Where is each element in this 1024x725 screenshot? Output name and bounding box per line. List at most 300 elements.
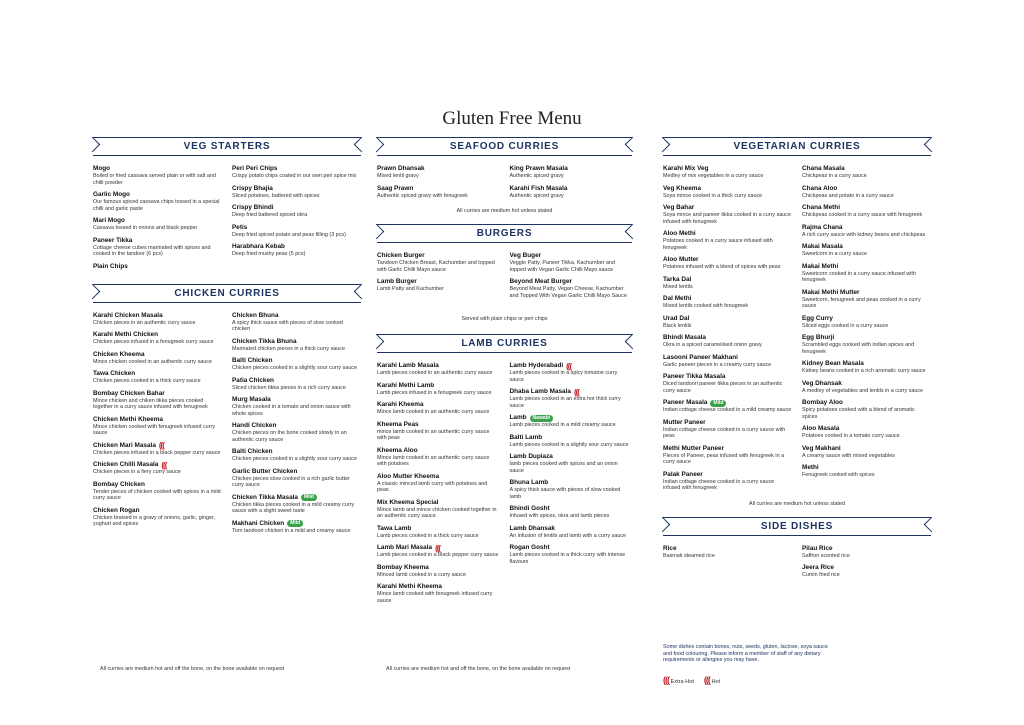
menu-item-title: Chicken Chilli Masala	[93, 461, 159, 468]
menu-item	[377, 421, 500, 442]
veg-starters-banner	[93, 137, 361, 156]
mild-badge: Mild	[710, 400, 726, 407]
menu-item-title: Lamb Hyderabadi	[509, 362, 564, 369]
menu-item	[93, 442, 222, 457]
menu-item-name	[232, 422, 361, 430]
menu-item-description: Black lentils	[663, 322, 692, 329]
chicken-footnote: All curries are medium hot and off the bone, on the bone available on request	[100, 666, 285, 672]
menu-item-description: Cassava tossed in onions and black pepper	[93, 225, 198, 231]
menu-item-name	[232, 165, 361, 173]
menu-item-name	[232, 204, 361, 212]
section-heading: LAMB CURRIES	[461, 338, 548, 349]
menu-item-title: Chicken Bhuna	[232, 311, 279, 319]
menu-item-title: Karahi Chicken Masala	[93, 311, 163, 319]
menu-item-name	[232, 494, 361, 502]
menu-item-description: A classic minced lamb curry with potatoes and peas	[377, 480, 488, 493]
menu-item-title: Mutter Paneer	[663, 418, 706, 426]
menu-item-name	[93, 351, 222, 359]
menu-item-name	[377, 499, 500, 507]
menu-item-name	[663, 256, 792, 264]
menu-item	[377, 382, 500, 397]
section-heading: VEG STARTERS	[183, 141, 271, 152]
menu-item-name	[93, 237, 222, 245]
menu-item	[802, 564, 931, 579]
column-left	[93, 137, 361, 539]
menu-item-title: Tarka Dal	[663, 275, 692, 283]
menu-item-description: Scrambled eggs cooked with indian spices and fenugreek	[802, 342, 915, 355]
menu-item-name	[377, 473, 500, 481]
chili-icon: (((	[573, 387, 579, 397]
menu-item-name	[663, 445, 792, 453]
heat-legend	[663, 677, 720, 685]
menu-list	[377, 362, 500, 609]
menu-item	[663, 256, 792, 271]
menu-item-name	[232, 312, 361, 320]
menu-item-title: Balti Lamb	[509, 433, 543, 441]
menu-list	[93, 312, 222, 540]
menu-item-title: Chana Aloo	[802, 184, 838, 192]
menu-item-title: Lamb	[509, 414, 527, 421]
menu-item-description: Chicken pieces cooked in a slightly sour curry sauce	[232, 365, 357, 371]
menu-item	[93, 191, 222, 212]
menu-item-name	[93, 416, 222, 424]
menu-item-title: Mix Kheema Special	[377, 498, 439, 506]
menu-item-name	[93, 390, 222, 398]
menu-item-title: Methi	[802, 464, 819, 471]
menu-item	[232, 422, 361, 443]
menu-item-description: An infusion of lentils and lamb with a curry sauce	[509, 532, 627, 539]
menu-item-description: Mince lamb and mince chicken cooked together in an authentic curry sauce	[377, 506, 497, 519]
menu-item-title: King Prawn Masala	[509, 165, 568, 172]
menu-item-name	[93, 191, 222, 199]
menu-item	[93, 237, 222, 258]
menu-item-name	[510, 525, 633, 533]
side-dishes-grid	[663, 545, 931, 584]
menu-item-description: Crispy potato chips coated in our own peri spice mix	[232, 173, 357, 179]
menu-item	[93, 217, 222, 232]
menu-item-title: Garlic Butter Chicken	[232, 467, 298, 475]
menu-item-description: Mince chicken cooked in an authentic curry sauce	[93, 358, 212, 365]
menu-item	[232, 396, 361, 417]
menu-item-description: A spicy thick sauce with pieces of slow cooked chicken	[232, 319, 343, 332]
menu-item-title: Chana Methi	[802, 204, 840, 211]
menu-item	[802, 204, 931, 219]
menu-list	[663, 165, 792, 497]
menu-item-description: Chicken pieces cooked in a slightly sour curry sauce	[232, 456, 357, 462]
seafood-grid	[377, 165, 632, 204]
menu-item-description: Lamb pieces cooked in an authentic curry sauce	[377, 370, 493, 376]
menu-item-title: Rajma Chana	[802, 223, 843, 231]
menu-item-name	[510, 479, 633, 487]
menu-item-title: Dhaba Lamb Masala	[509, 388, 571, 395]
menu-item-name	[663, 295, 792, 303]
menu-item	[377, 447, 500, 468]
section-heading: SEAFOOD CURRIES	[449, 141, 560, 152]
menu-item-title: Chicken Rogan	[93, 506, 140, 514]
menu-list	[232, 312, 361, 540]
menu-item-description: Lamb pieces cooked in a slightly sour curry sauce	[509, 441, 629, 448]
menu-item-description: mince lamb cooked in an authentic curry sauce with peas	[377, 428, 490, 441]
menu-item-title: Chicken Tikka Bhuna	[232, 337, 297, 345]
menu-item-description: Indian cottage cheese cooked in a curry sauce with peas	[663, 426, 786, 439]
legend-hot	[704, 677, 720, 685]
menu-item	[377, 525, 500, 540]
section-heading: CHICKEN CURRIES	[174, 287, 280, 299]
menu-item-title: Bombay Chicken	[93, 480, 145, 488]
menu-item-description: Deep fried spiced potato and peas filling (3 pcs)	[232, 231, 346, 238]
menu-item-description: Lamb pieces infused in a fenugreek curry sauce	[377, 389, 492, 396]
menu-item-name	[802, 464, 931, 472]
menu-item-title: Chana Masala	[802, 165, 845, 172]
menu-list	[93, 165, 222, 276]
menu-item-description: Infused with spices, okra and lamb pieces	[509, 513, 610, 519]
menu-item-description: Chicken pieces infused in a fenugreek curry sauce	[93, 339, 214, 345]
menu-item-name	[510, 278, 633, 286]
menu-item-title: Karahi Kheema	[377, 401, 424, 408]
menu-list	[377, 252, 500, 304]
menu-item-title: Veg Dhansak	[802, 379, 842, 387]
menu-item	[802, 243, 931, 258]
menu-item-title: Palak Paneer	[663, 470, 703, 478]
menu-item	[377, 185, 500, 200]
menu-item-description: Lamb Patty and Kachumber	[377, 286, 444, 292]
menu-item-description: Indian cottage cheese cooked in a curry sauce infused with fenugreek	[663, 478, 775, 491]
menu-item-title: Makai Masala	[802, 243, 843, 250]
menu-item-description: Mince lamb cooked in an authentic curry sauce with potatoes	[377, 454, 490, 467]
menu-item-description: Sliced potatoes, battered with spices	[232, 192, 320, 199]
chili-icon: (((	[158, 441, 164, 450]
menu-item	[232, 338, 361, 353]
lamb-grid	[377, 362, 632, 609]
menu-item-name	[232, 396, 361, 404]
menu-item-title: Beyond Meat Burger	[509, 278, 572, 285]
menu-item-title: Peri Peri Chips	[232, 165, 278, 172]
menu-item	[663, 295, 792, 310]
menu-item	[93, 370, 222, 385]
menu-item-description: Chickpeas and potato in a curry sauce	[802, 192, 894, 199]
menu-item-name	[232, 224, 361, 232]
menu-item-name	[377, 564, 500, 572]
menu-item-name	[802, 334, 931, 342]
section-heading: BURGERS	[476, 228, 533, 239]
chili-icon: (((	[703, 675, 710, 685]
menu-item	[232, 377, 361, 392]
menu-item-description: Chicken cooked in a tomato and onion sauce with whole spices	[232, 404, 351, 417]
menu-item-description: Potatoes infused with a blend of spices with peas	[663, 264, 781, 270]
menu-item-description: Lamb pieces cooked in a black pepper curry sauce	[377, 552, 499, 558]
menu-item-description: Chicken pieces infused in a black pepper curry sauce	[93, 449, 221, 456]
menu-item-name	[232, 468, 361, 476]
menu-item	[377, 544, 500, 559]
menu-item-title: Lamb Mari Masala	[377, 544, 433, 551]
menu-item	[802, 380, 931, 395]
menu-item-description: Cumin fried rice	[802, 572, 840, 578]
menu-item-description: Torn tandoori chicken in a mild and creamy sauce	[232, 527, 351, 534]
side-dishes-banner	[663, 517, 931, 536]
menu-item	[802, 399, 931, 420]
menu-item-title: Handi Chicken	[232, 422, 277, 429]
menu-item-name	[663, 204, 792, 212]
menu-item	[663, 230, 792, 251]
menu-item-name	[510, 453, 633, 461]
column-right	[663, 137, 931, 584]
menu-item-title: Aloo Methi	[663, 230, 696, 237]
menu-item	[232, 185, 361, 200]
menu-item-description: Saffron scented rice	[802, 552, 850, 559]
menu-item	[377, 564, 500, 579]
menu-item-description: Sliced chicken tikka pieces in a rich curry sauce	[232, 384, 346, 391]
menu-item-title: Aloo Masala	[802, 425, 840, 432]
menu-item-title: Karahi Methi Kheema	[377, 583, 442, 590]
menu-item-title: Makai Methi	[802, 262, 839, 270]
menu-item-title: Bhuna Lamb	[509, 479, 549, 486]
menu-item-title: Chicken Tikka Masala	[232, 493, 298, 501]
menu-item-name	[93, 263, 222, 271]
menu-item	[377, 165, 500, 180]
menu-item-description: Sweetcorn in a curry sauce	[802, 251, 868, 257]
menu-item-title: Harabhara Kebab	[232, 243, 285, 250]
menu-item-title: Mari Mogo	[93, 217, 125, 224]
menu-item-description: Lamb pieces cooked in a mild creamy sauce	[509, 422, 616, 428]
seafood-curries-banner	[377, 137, 632, 156]
menu-item-name	[663, 399, 792, 407]
menu-item-description: Mince chicken cooked with fenugreek infused curry sauce	[93, 423, 215, 436]
menu-item-name	[232, 338, 361, 346]
menu-item-name	[802, 315, 931, 323]
chili-icon: (((	[566, 361, 572, 371]
seafood-note: All curries are medium hot unless stated	[456, 208, 553, 214]
menu-list	[510, 165, 633, 204]
menu-item	[232, 494, 361, 515]
menu-item	[663, 315, 792, 330]
menu-item-title: Makhani Chicken	[232, 519, 285, 527]
vegetarian-note: All curries are medium hot unless stated	[749, 500, 845, 507]
chili-icon: (((	[435, 543, 441, 553]
menu-item	[510, 453, 633, 474]
menu-item	[510, 414, 633, 429]
menu-item-name	[377, 544, 500, 552]
menu-item-name	[802, 224, 931, 232]
chicken-curries-grid	[93, 312, 361, 540]
menu-item-description: Basmati steamed rice	[663, 552, 715, 559]
menu-item	[93, 165, 222, 186]
menu-item-description: Chicken pieces slow cooked in a rich garlic butter curry sauce	[232, 475, 350, 488]
menu-item	[510, 388, 633, 409]
menu-item-title: Crispy Bhindi	[232, 204, 274, 211]
menu-item-name	[802, 545, 931, 553]
menu-item	[510, 362, 633, 383]
menu-item-description: A creamy sauce with mixed vegetables	[802, 452, 895, 459]
menu-item-description: Authentic spiced gravy with fenugreek	[377, 192, 468, 199]
menu-item-description: Chicken pieces in a fiery curry sauce	[93, 469, 181, 475]
menu-item	[663, 445, 792, 466]
menu-item-name	[510, 434, 633, 442]
menu-item-name	[232, 377, 361, 385]
vegetarian-grid	[663, 165, 931, 497]
menu-item-name	[802, 380, 931, 388]
menu-item-name	[232, 357, 361, 365]
menu-item-description: Potatoes cooked in a tomato curry sauce	[802, 433, 900, 439]
menu-item-title: Lasooni Paneer Makhani	[663, 353, 738, 361]
menu-item-description: Chicken tikka pieces cooked in a mild creamy curry sauce with a slight sweet taste	[232, 501, 355, 514]
menu-item-name	[802, 425, 931, 433]
menu-item-name	[802, 165, 931, 173]
menu-item-title: Dal Methi	[663, 295, 692, 302]
menu-item	[802, 315, 931, 330]
menu-item-description: Fenugreek cooked with spices	[802, 472, 875, 478]
menu-item	[377, 499, 500, 520]
menu-item-title: Veg Makhani	[802, 444, 841, 452]
menu-item-name	[663, 230, 792, 238]
menu-item-name	[663, 354, 792, 362]
menu-item-description: Marinated chicken pieces in a thick curry sauce	[232, 345, 345, 352]
menu-item	[232, 165, 361, 180]
menu-list	[802, 165, 931, 497]
menu-item	[510, 434, 633, 449]
menu-item-name	[93, 217, 222, 225]
burgers-grid	[377, 252, 632, 304]
menu-item-name	[510, 252, 633, 260]
menu-item-name	[802, 399, 931, 407]
menu-item-name	[510, 362, 633, 370]
menu-item	[232, 224, 361, 239]
nawabi-badge: Nawabi	[530, 415, 554, 422]
menu-item-title: Bhindi Masala	[663, 334, 706, 341]
menu-item	[93, 263, 222, 271]
menu-item-title: Chicken Methi Kheema	[93, 415, 163, 423]
menu-item	[510, 505, 633, 520]
menu-item-title: Jeera Rice	[802, 564, 834, 571]
menu-item	[663, 354, 792, 369]
menu-item-title: Tawa Lamb	[377, 524, 412, 532]
menu-item-name	[510, 165, 633, 173]
menu-item-name	[510, 544, 633, 552]
legend-label: Hot	[711, 679, 721, 685]
menu-item-title: Aloo Mutter	[663, 256, 699, 263]
menu-item	[377, 473, 500, 494]
menu-item-name	[377, 447, 500, 455]
menu-item	[802, 360, 931, 375]
menu-item-title: Veg Bahar	[663, 204, 695, 211]
menu-item-description: Chicken pieces on the bone cooked slowly in an authentic curry sauce	[232, 430, 347, 443]
menu-item-description: Tender pieces of chicken cooked with spices in a mild curry sauce	[93, 488, 221, 501]
menu-item	[802, 445, 931, 460]
menu-item-description: Authentic spiced gravy	[509, 173, 564, 179]
menu-item-title: Tawa Chicken	[93, 370, 136, 377]
menu-item-title: Kidney Bean Masala	[802, 360, 864, 367]
menu-item-description: Chicken braised in a gravy of onions, garlic, ginger, yoghurt and spices	[93, 514, 215, 527]
menu-item-description: A medley of vegetables and lentils in a curry sauce	[802, 387, 924, 394]
menu-item	[802, 263, 931, 284]
menu-list	[232, 165, 361, 276]
menu-item-name	[510, 388, 633, 396]
menu-item-description: Lamb pieces cooked in an extra hot thick curry sauce	[509, 396, 621, 409]
menu-item-title: Methi Mutter Paneer	[663, 444, 725, 452]
menu-item-description: Deep fried battered spiced okra	[232, 212, 308, 218]
menu-item	[93, 416, 222, 437]
menu-item-name	[93, 165, 222, 173]
menu-item-description: A spicy thick sauce with pieces of slow cooked lamb	[509, 487, 621, 500]
menu-item-name	[663, 315, 792, 323]
menu-item	[663, 334, 792, 349]
menu-item-name	[802, 185, 931, 193]
menu-item-title: Lamb Dupiaza	[509, 453, 553, 460]
menu-item-description: Soya mince cooked in a thick curry sauce	[663, 192, 763, 199]
menu-item	[232, 520, 361, 535]
menu-item-name	[93, 507, 222, 515]
menu-item-description: Mince lamb cooked in an authentic curry sauce	[377, 409, 490, 415]
menu-item	[663, 204, 792, 225]
mild-badge: Mild	[301, 494, 317, 501]
menu-item-title: Chicken Mari Masala	[93, 441, 156, 449]
menu-list	[510, 362, 633, 609]
menu-item-name	[663, 419, 792, 427]
menu-item-description: Lamb pieces cooked in a thick curry sauce	[377, 532, 479, 539]
menu-item	[510, 479, 633, 500]
menu-item-description: Mince lamb cooked with fenugreek infused curry sauce	[377, 591, 493, 604]
menu-item-name	[232, 448, 361, 456]
menu-item	[802, 545, 931, 560]
menu-item-name	[232, 520, 361, 528]
menu-item	[510, 278, 633, 299]
menu-list	[802, 545, 931, 584]
chili-icon: (((	[161, 460, 167, 470]
menu-item-name	[802, 289, 931, 297]
menu-item-name	[232, 185, 361, 193]
menu-item-title: Kheema Aloo	[377, 446, 418, 454]
chicken-curries-banner	[93, 284, 361, 303]
menu-item-name	[377, 583, 500, 591]
menu-item-description: A rich curry sauce with kidney beans and chickpeas	[802, 231, 926, 238]
menu-item	[93, 331, 222, 346]
menu-item-description: Tandoori Chicken Breast, Kachumber and topped with Garlic Chilli Mayo sauce	[377, 260, 495, 273]
menu-item-name	[802, 564, 931, 572]
menu-item-description: Mixed lentil gravy	[377, 173, 419, 179]
menu-item-description: Sliced eggs cooked in a curry sauce	[802, 322, 889, 329]
menu-item-title: Veg Kheema	[663, 184, 702, 192]
menu-item-title: Chicken Burger	[377, 252, 425, 259]
menu-list	[377, 165, 500, 204]
menu-item	[232, 312, 361, 333]
menu-item-name	[93, 312, 222, 320]
menu-item-description: Kidney beans cooked in a rich aromatic curry sauce	[802, 368, 926, 374]
menu-item	[232, 357, 361, 372]
menu-item-title: Chicken Kheema	[93, 350, 145, 358]
menu-item-name	[663, 165, 792, 173]
menu-item-description: Indian cottage cheese cooked in a mild creamy sauce	[663, 407, 792, 413]
menu-item-title: Bombay Kheema	[377, 563, 429, 571]
menu-item	[802, 165, 931, 180]
burgers-note: Served with plain chips or peri chips	[461, 316, 548, 322]
menu-item-title: Karahi Lamb Masala	[377, 362, 439, 369]
menu-item-title: Mogo	[93, 165, 111, 172]
menu-item-description: Potatoes cooked in a curry sauce infused with fenugreek	[663, 238, 773, 251]
menu-item-name	[663, 373, 792, 381]
menu-item-name	[663, 276, 792, 284]
menu-item	[802, 334, 931, 355]
menu-item	[802, 185, 931, 200]
menu-item-name	[377, 421, 500, 429]
menu-item-title: Bhindi Gosht	[509, 505, 550, 512]
menu-item-name	[802, 263, 931, 271]
veg-starters-grid	[93, 165, 361, 276]
menu-item-name	[93, 331, 222, 339]
menu-item-title: Prawn Dhansak	[377, 165, 425, 172]
menu-item-name	[510, 505, 633, 513]
menu-list	[510, 252, 633, 304]
menu-item-title: Rogan Gosht	[509, 544, 550, 551]
menu-item-description: Spicy potatoes cooked with a blend of aromatic spices	[802, 407, 915, 420]
